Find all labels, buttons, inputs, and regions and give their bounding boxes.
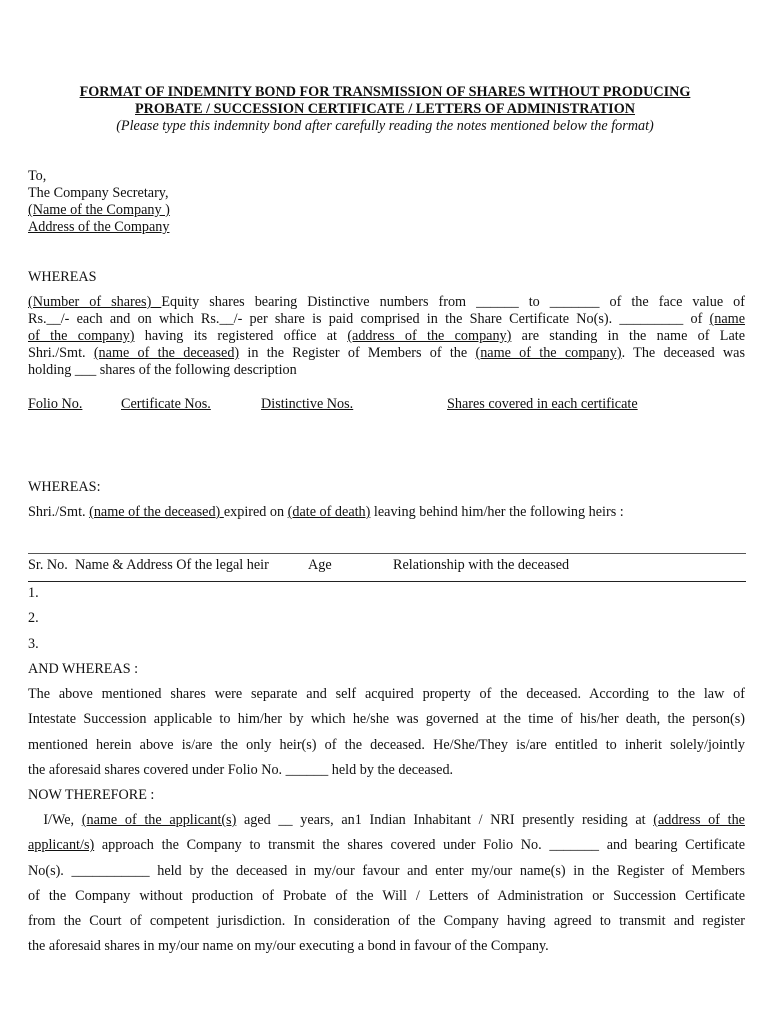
whereas-heading-1: WHEREAS	[28, 269, 97, 285]
whereas1-line-1	[28, 294, 745, 311]
whereas1-line-4-text: Shri./Smt.	[28, 345, 94, 361]
whereas-heading-2: WHEREAS:	[28, 479, 101, 495]
whereas2-text-a: Shri./Smt.	[28, 504, 90, 520]
whereas1-line-5: holding ___ shares of the following description	[28, 362, 297, 378]
company-address-placeholder-inline: (address of the company)	[347, 328, 512, 344]
applicant-name-placeholder: (name of the applicant(s)	[81, 812, 237, 828]
and-whereas-line-4: the aforesaid shares covered under Folio No. ______ held by the deceased.	[28, 761, 454, 778]
deceased-name-placeholder-2: (name of the deceased)	[89, 504, 224, 520]
header-sr-no: Sr. No.	[28, 557, 68, 573]
now-therefore-line-1	[28, 808, 745, 833]
company-name-placeholder-start: (name	[709, 311, 745, 327]
company-name-placeholder-end: of the company)	[28, 328, 135, 344]
and-whereas-paragraph	[28, 682, 745, 783]
now-therefore-line-2	[28, 833, 745, 858]
whereas1-line-3-tail: are standing in the name of Late	[511, 328, 745, 344]
applicant-line-1-text: aged __ years, an1 Indian Inhabitant / NRI presently residing at	[236, 812, 654, 828]
heirs-table-header-rule	[28, 581, 746, 582]
company-name-placeholder: (Name of the Company )	[28, 202, 170, 218]
now-therefore-line-3: No(s). ___________ held by the deceased in my/our favour and enter my/our name(s) in the Register of Members	[28, 862, 745, 879]
applicant-prefix: I/We,	[28, 812, 82, 828]
now-therefore-paragraph	[28, 808, 745, 960]
whereas1-line-3-text: having its registered office at	[134, 328, 348, 344]
header-legal-heir: Name & Address Of the legal heir	[75, 557, 269, 573]
recipient-title: The Company Secretary,	[28, 185, 169, 201]
now-therefore-line-4: of the Company without production of Probate of the Will / Letters of Administration or Succession Certificate	[28, 887, 745, 904]
date-of-death-placeholder: (date of death)	[287, 504, 371, 520]
now-therefore-heading: NOW THEREFORE :	[28, 787, 155, 803]
heir-row-2: 2.	[28, 610, 39, 626]
number-of-shares-placeholder: (Number of shares)	[28, 294, 162, 310]
heir-row-3: 3.	[28, 636, 39, 652]
and-whereas-line-2: Intestate Succession applicable to him/her by which he/she was governed at the time of his/her death, the person(s)	[28, 711, 745, 728]
header-relationship: Relationship with the deceased	[393, 557, 570, 573]
header-certificate-nos: Certificate Nos.	[121, 396, 211, 412]
whereas1-line-4-mid: in the Register of Members of the	[239, 345, 476, 361]
company-address-placeholder: Address of the Company	[28, 219, 170, 235]
document-instruction-note: (Please type this indemnity bond after carefully reading the notes mentioned below the format)	[116, 118, 654, 134]
header-age: Age	[308, 557, 332, 573]
and-whereas-line-1: The above mentioned shares were separate and self acquired property of the deceased. According to the law of	[28, 686, 745, 702]
whereas2-text-b: expired on	[223, 504, 288, 520]
whereas1-line-2	[28, 311, 745, 328]
header-distinctive-nos: Distinctive Nos.	[261, 396, 354, 412]
whereas2-text-c: leaving behind him/her the following heirs :	[370, 504, 624, 520]
header-folio-no: Folio No.	[28, 396, 83, 412]
whereas1-line-1-text: Equity shares bearing Distinctive numbers from ______ to _______ of the face value of	[161, 294, 745, 310]
document-title-line-2: PROBATE / SUCCESSION CERTIFICATE / LETTERS OF ADMINISTRATION	[135, 101, 635, 117]
whereas1-line-3	[28, 328, 745, 345]
applicant-address-placeholder-end: applicant/s)	[28, 837, 95, 854]
company-name-placeholder-inline: (name of the company)	[475, 345, 622, 361]
header-shares-covered: Shares covered in each certificate	[447, 396, 638, 412]
and-whereas-heading: AND WHEREAS :	[28, 661, 139, 677]
applicant-address-placeholder-start: (address of the	[653, 812, 745, 828]
document-title-line-1: FORMAT OF INDEMNITY BOND FOR TRANSMISSION OF SHARES WITHOUT PRODUCING	[79, 84, 691, 100]
whereas1-line-4	[28, 345, 745, 362]
whereas1-line-4-tail: . The deceased was	[621, 345, 745, 361]
whereas1-line-2-text: Rs.__/- each and on which Rs.__/- per share is paid comprised in the Share Certificate No(s). _________ of	[28, 311, 710, 327]
heir-row-1: 1.	[28, 585, 39, 601]
applicant-line-2-text: approach the Company to transmit the shares covered under Folio No. _______ and bearing Certificate	[94, 837, 745, 854]
salutation-to: To,	[28, 168, 47, 184]
deceased-name-placeholder: (name of the deceased)	[93, 345, 240, 361]
and-whereas-line-3: mentioned herein above is/are the only heir(s) of the deceased. He/She/They is/are entitled to inherit solely/jointly	[28, 736, 745, 753]
now-therefore-line-6: the aforesaid shares in my/our name on my/our executing a bond in favour of the Company.	[28, 938, 549, 955]
whereas2-line-1	[28, 504, 624, 521]
heirs-table-top-rule	[28, 553, 746, 554]
now-therefore-line-5: from the Court of competent jurisdiction. In consideration of the Company having agreed to transmit and register	[28, 913, 745, 930]
